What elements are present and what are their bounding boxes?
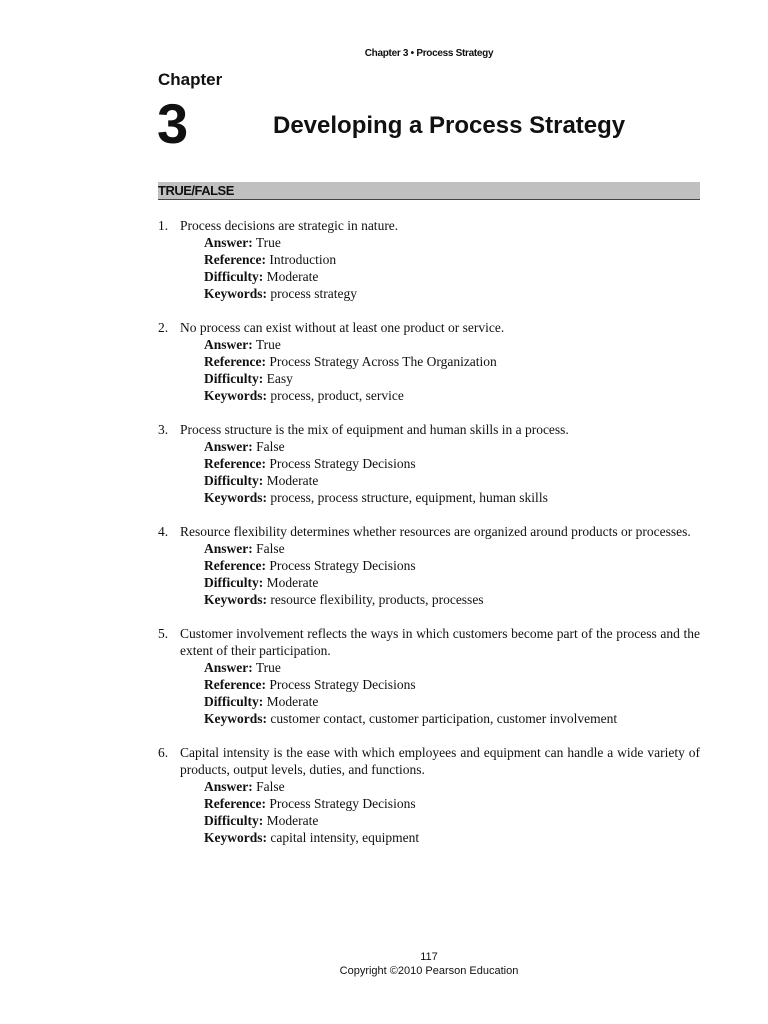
question-text: Customer involvement reflects the ways in which customers become part of the process and the extent of their participation. <box>180 626 700 658</box>
answer-line <box>158 438 700 455</box>
difficulty-line <box>158 812 700 829</box>
reference-value: Process Strategy Decisions <box>269 558 416 573</box>
keywords-value: process, process structure, equipment, human skills <box>270 490 548 505</box>
question-item <box>158 523 700 608</box>
answer-value: False <box>256 779 285 794</box>
difficulty-value: Moderate <box>266 694 319 709</box>
reference-label: Reference: <box>204 558 266 573</box>
answer-value: False <box>256 541 285 556</box>
reference-label: Reference: <box>204 354 266 369</box>
difficulty-line <box>158 268 700 285</box>
reference-value: Process Strategy Decisions <box>269 796 416 811</box>
reference-line <box>158 251 700 268</box>
difficulty-line <box>158 693 700 710</box>
chapter-title: Developing a Process Strategy <box>273 112 626 139</box>
difficulty-value: Moderate <box>266 473 319 488</box>
keywords-value: customer contact, customer participation, customer involvement <box>270 711 618 726</box>
chapter-label: Chapter <box>158 70 223 89</box>
answer-label: Answer: <box>204 235 253 250</box>
question-text: Capital intensity is the ease with which employees and equipment can handle a wide variety of products, output levels, duties, and functions. <box>180 745 700 777</box>
section-header-bar <box>158 182 700 200</box>
keywords-value: process strategy <box>270 286 357 301</box>
reference-value: Process Strategy Decisions <box>269 456 416 471</box>
question-text: Process structure is the mix of equipment and human skills in a process. <box>180 422 569 437</box>
section-title: TRUE/FALSE <box>158 183 234 198</box>
keywords-label: Keywords: <box>204 830 267 845</box>
keywords-value: process, product, service <box>270 388 404 403</box>
page-footer <box>0 950 768 978</box>
keywords-label: Keywords: <box>204 286 267 301</box>
question-item <box>158 744 700 846</box>
difficulty-line <box>158 574 700 591</box>
answer-line <box>158 778 700 795</box>
difficulty-label: Difficulty: <box>204 694 264 709</box>
difficulty-label: Difficulty: <box>204 575 264 590</box>
question-text: No process can exist without at least one product or service. <box>180 320 505 335</box>
answer-label: Answer: <box>204 541 253 556</box>
answer-label: Answer: <box>204 439 253 454</box>
answer-value: True <box>255 337 281 352</box>
difficulty-label: Difficulty: <box>204 371 264 386</box>
reference-label: Reference: <box>204 252 266 267</box>
reference-label: Reference: <box>204 456 266 471</box>
difficulty-line <box>158 472 700 489</box>
question-item <box>158 625 700 727</box>
answer-value: True <box>255 235 281 250</box>
keywords-line <box>158 591 700 608</box>
difficulty-value: Easy <box>266 371 293 386</box>
reference-line <box>158 557 700 574</box>
keywords-label: Keywords: <box>204 711 267 726</box>
keywords-line <box>158 285 700 302</box>
keywords-value: resource flexibility, products, processes <box>270 592 484 607</box>
question-number: 6. <box>158 745 169 760</box>
answer-label: Answer: <box>204 660 253 675</box>
answer-label: Answer: <box>204 337 253 352</box>
difficulty-value: Moderate <box>266 813 319 828</box>
answer-line <box>158 336 700 353</box>
answer-line <box>158 659 700 676</box>
difficulty-value: Moderate <box>266 269 319 284</box>
reference-line <box>158 455 700 472</box>
keywords-line <box>158 489 700 506</box>
answer-value: False <box>256 439 285 454</box>
difficulty-value: Moderate <box>266 575 319 590</box>
question-list <box>158 217 700 863</box>
question-number: 4. <box>158 524 169 539</box>
answer-label: Answer: <box>204 779 253 794</box>
keywords-value: capital intensity, equipment <box>270 830 420 845</box>
question-number: 5. <box>158 626 169 641</box>
difficulty-label: Difficulty: <box>204 813 264 828</box>
keywords-label: Keywords: <box>204 490 267 505</box>
question-text: Resource flexibility determines whether resources are organized around products or processes. <box>180 524 691 539</box>
reference-label: Reference: <box>204 677 266 692</box>
difficulty-line <box>158 370 700 387</box>
reference-value: Introduction <box>269 252 337 267</box>
difficulty-label: Difficulty: <box>204 473 264 488</box>
page-number: 117 <box>420 951 438 963</box>
question-number: 3. <box>158 422 169 437</box>
keywords-label: Keywords: <box>204 388 267 403</box>
question-item <box>158 421 700 506</box>
copyright-notice: Copyright ©2010 Pearson Education <box>339 965 519 977</box>
keywords-line <box>158 387 700 404</box>
reference-line <box>158 795 700 812</box>
reference-label: Reference: <box>204 796 266 811</box>
keywords-label: Keywords: <box>204 592 267 607</box>
reference-line <box>158 353 700 370</box>
difficulty-label: Difficulty: <box>204 269 264 284</box>
answer-line <box>158 234 700 251</box>
reference-value: Process Strategy Decisions <box>269 677 416 692</box>
reference-line <box>158 676 700 693</box>
chapter-number: 3 <box>157 92 189 155</box>
question-item <box>158 319 700 404</box>
question-number: 1. <box>158 218 169 233</box>
keywords-line <box>158 710 700 727</box>
question-text: Process decisions are strategic in nature. <box>180 218 399 233</box>
running-header: Chapter 3 • Process Strategy <box>364 48 494 59</box>
keywords-line <box>158 829 700 846</box>
question-number: 2. <box>158 320 169 335</box>
answer-line <box>158 540 700 557</box>
question-item <box>158 217 700 302</box>
reference-value: Process Strategy Across The Organization <box>269 354 497 369</box>
answer-value: True <box>255 660 281 675</box>
